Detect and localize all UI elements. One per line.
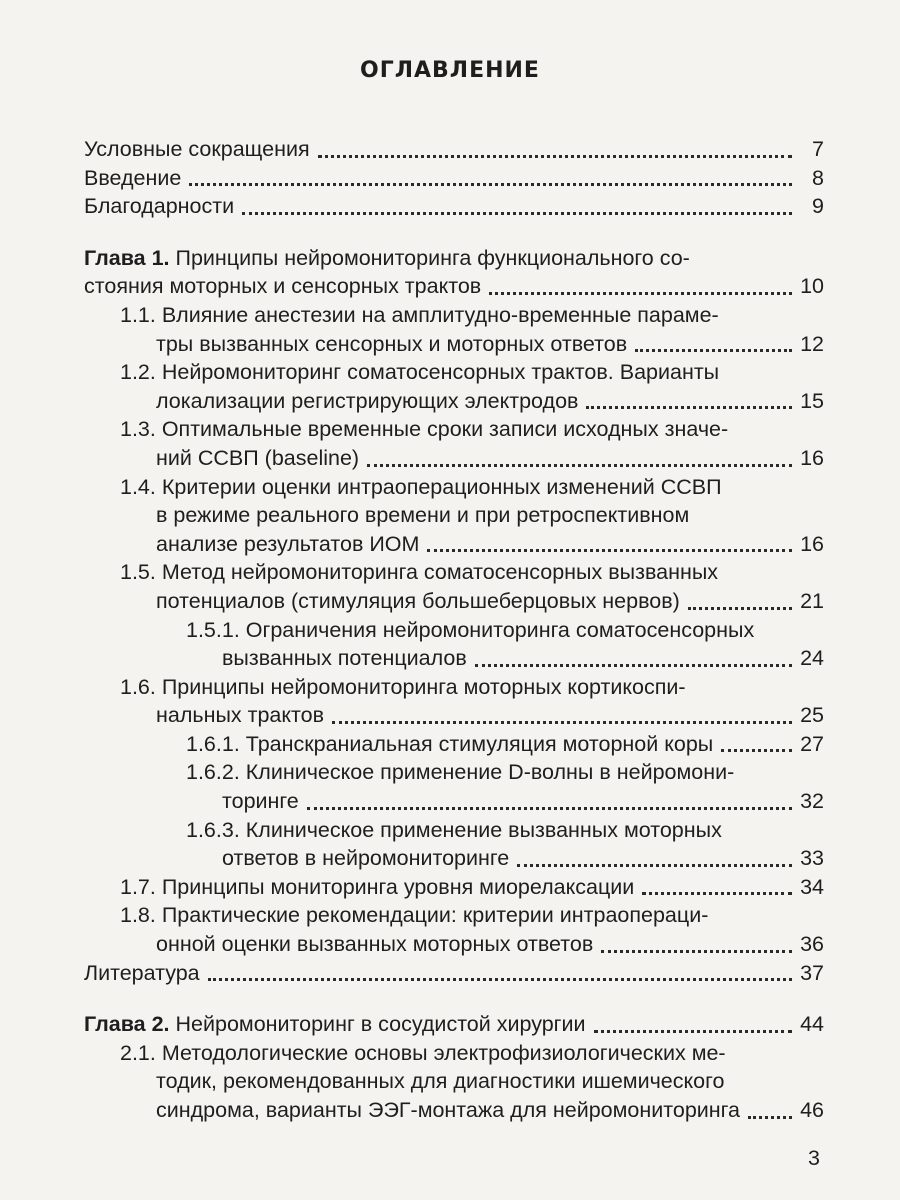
toc-entry-title-line: 1.6. Принципы нейромониторинга моторных кортикоспи- — [120, 674, 686, 699]
toc-entry-title: Благодарности — [84, 194, 235, 219]
toc-entry — [84, 473, 824, 559]
table-of-contents — [84, 135, 824, 1125]
dot-leader — [635, 349, 792, 352]
toc-entry-title: синдрома, варианты ЭЭГ-монтажа для нейромониторинга — [156, 1098, 740, 1122]
toc-entry-title-line: 1.6.3. Клиническое применение вызванных моторных — [186, 817, 722, 842]
toc-page-number: 24 — [800, 646, 824, 671]
toc-entry-title: локализации регистрирующих электродов — [156, 388, 579, 413]
dot-leader — [642, 892, 792, 895]
toc-entry-title: торинге — [222, 789, 299, 814]
toc-entry-title-line: 2.1. Методологические основы электрофизиологических ме- — [120, 1040, 726, 1065]
toc-page-number: 21 — [800, 588, 824, 613]
toc-chapter-entry — [84, 244, 824, 301]
toc-entry — [84, 816, 824, 873]
toc-entry-title: онной оценки вызванных моторных ответов — [156, 932, 594, 957]
toc-entry — [84, 135, 824, 164]
dot-leader — [475, 664, 792, 667]
toc-page-number: 7 — [812, 137, 824, 161]
dot-leader — [367, 464, 792, 467]
toc-entry — [84, 673, 824, 730]
toc-entry — [84, 1039, 824, 1125]
dot-leader — [721, 749, 792, 752]
toc-entry-title: тры вызванных сенсорных и моторных ответов — [156, 331, 628, 356]
toc-entry-title: Литература — [84, 960, 200, 985]
dot-leader — [307, 807, 792, 810]
dot-leader — [748, 1116, 792, 1119]
chapter-label: Глава 1. — [84, 245, 170, 270]
toc-entry — [84, 192, 824, 221]
toc-page-number: 46 — [800, 1098, 824, 1122]
toc-page-number: 12 — [800, 331, 824, 356]
toc-page-number: 8 — [812, 165, 824, 190]
toc-entry-title: Введение — [84, 165, 182, 190]
dot-leader — [489, 292, 792, 295]
toc-page-number: 27 — [800, 731, 824, 756]
toc-entry-title: вызванных потенциалов — [222, 646, 467, 671]
toc-entry — [84, 873, 824, 902]
toc-entry-title: Условные сокращения — [84, 137, 310, 161]
toc-entry — [84, 901, 824, 958]
toc-page-number: 36 — [800, 932, 824, 957]
toc-page-number: 33 — [800, 846, 824, 871]
toc-page-number: 37 — [800, 960, 824, 985]
chapter-label: Глава 2. — [84, 1012, 170, 1037]
dot-leader — [586, 406, 792, 409]
toc-entry — [84, 558, 824, 615]
toc-entry-title-line: 1.2. Нейромониторинг соматосенсорных трактов. Варианты — [120, 360, 720, 385]
dot-leader — [332, 721, 792, 724]
toc-page-number: 25 — [800, 703, 824, 728]
dot-leader — [594, 1030, 792, 1033]
toc-entry — [84, 415, 824, 472]
toc-entry-title-line: 1.3. Оптимальные временные сроки записи исходных значе- — [120, 417, 729, 442]
toc-entry-title: нальных трактов — [156, 703, 325, 728]
toc-entry-title-line: тодик, рекомендованных для диагностики ишемического — [156, 1069, 725, 1094]
dot-leader — [318, 155, 792, 158]
toc-entry-title-line: 1.8. Практические рекомендации: критерии интраопераци- — [120, 903, 709, 928]
toc-entry — [84, 730, 824, 759]
dot-leader — [189, 183, 792, 186]
toc-page-number: 15 — [800, 388, 824, 413]
toc-entry-title-line: 1.4. Критерии оценки интраоперационных изменений ССВП — [120, 474, 722, 499]
toc-page-number: 44 — [800, 1012, 824, 1037]
toc-entry-title-line: 1.5.1. Ограничения нейромониторинга соматосенсорных — [186, 617, 755, 642]
dot-leader — [427, 549, 792, 552]
dot-leader — [208, 978, 792, 981]
toc-entry-title: ответов в нейромониторинге — [222, 846, 510, 871]
toc-entry-title-line: в режиме реального времени и при ретроспективном — [156, 503, 690, 528]
dot-leader — [517, 864, 792, 867]
toc-entry-title: Нейромониторинг в сосудистой хирургии — [169, 1012, 586, 1037]
toc-entry — [84, 758, 824, 815]
page-title: ОГЛАВЛЕНИЕ — [360, 58, 540, 83]
toc-entry-title-line: 1.5. Метод нейромониторинга соматосенсорных вызванных — [120, 560, 719, 585]
toc-page-number: 32 — [800, 789, 824, 814]
toc-entry — [84, 164, 824, 193]
toc-entry-title: 1.7. Принципы мониторинга уровня миорелаксации — [120, 874, 635, 899]
toc-entry-title-line: 1.1. Влияние анестезии на амплитудно-временные параме- — [120, 302, 719, 327]
toc-entry-title-line: 1.6.2. Клиническое применение D-волны в нейромони- — [186, 760, 735, 785]
toc-entry — [84, 959, 824, 988]
dot-leader — [601, 950, 792, 953]
toc-entry-title: 1.6.1. Транскраниальная стимуляция моторной коры — [186, 731, 714, 756]
toc-page-number: 10 — [800, 274, 824, 299]
toc-entry — [84, 301, 824, 358]
toc-entry-title: стояния моторных и сенсорных трактов — [84, 274, 482, 299]
toc-chapter-entry — [84, 1010, 824, 1039]
toc-entry-title: ний ССВП (baseline) — [156, 445, 360, 470]
toc-entry-title-line: Принципы нейромониторинга функционального со- — [169, 245, 690, 270]
toc-entry — [84, 616, 824, 673]
toc-entry-title: анализе результатов ИОМ — [156, 531, 420, 556]
toc-entry-title: потенциалов (стимуляция большеберцовых нервов) — [156, 588, 680, 613]
toc-page-number: 9 — [812, 194, 824, 219]
toc-page-number: 16 — [800, 531, 824, 556]
page-number: 3 — [808, 1146, 820, 1170]
dot-leader — [242, 212, 792, 215]
dot-leader — [688, 607, 792, 610]
toc-page-number: 34 — [800, 874, 824, 899]
toc-entry — [84, 358, 824, 415]
toc-page-number: 16 — [800, 445, 824, 470]
